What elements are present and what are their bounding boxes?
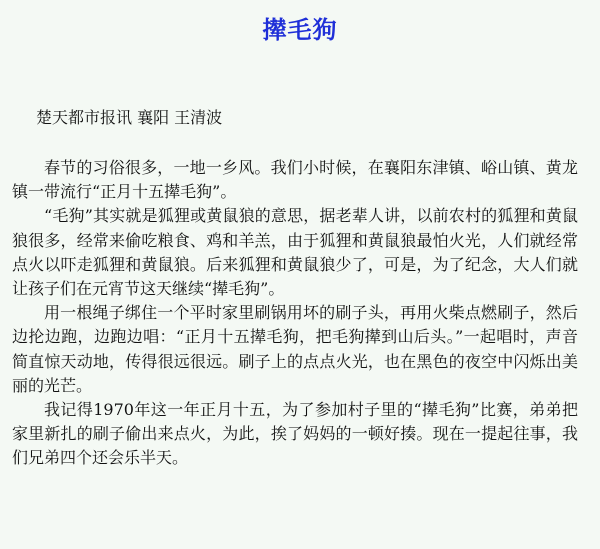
paragraph: “毛狗”其实就是狐狸或黄鼠狼的意思，据老辈人讲，以前农村的狐狸和黄鼠狼很多，经常来偷吃粮食、鸡和羊羔，由于狐狸和黄鼠狼最怕火光，人们就经常点火以吓走狐狸和黄鼠狼。后来狐狸和黄鼠狼少了，可是，为了纪念，大人们就让孩子们在元宵节这天继续“撵毛狗”。 (12, 206, 578, 299)
article-title: 撵毛狗 (262, 16, 338, 44)
paragraph: 春节的习俗很多，一地一乡风。我们小时候，在襄阳东津镇、峪山镇、黄龙镇一带流行“正月十五撵毛狗”。 (12, 158, 578, 202)
article-byline: 楚天都市报讯 襄阳 王清波 (36, 108, 223, 127)
paragraph: 用一根绳子绑住一个平时家里刷锅用坏的刷子头，再用火柴点燃刷子，然后边抡边跑，边跑边唱：“正月十五撵毛狗，把毛狗撵到山后头。”一起唱时，声音简直惊天动地，传得很远很远。刷子上的点点火光，也在黑色的夜空中闪烁出美丽的光芒。 (12, 303, 578, 395)
paragraph: 我记得1970年这一年正月十五，为了参加村子里的“撵毛狗”比赛，弟弟把家里新扎的刷子偷出来点火，为此，挨了妈妈的一顿好揍。现在一提起往事，我们兄弟四个还会乐半天。 (12, 400, 578, 468)
article-body (12, 156, 578, 471)
